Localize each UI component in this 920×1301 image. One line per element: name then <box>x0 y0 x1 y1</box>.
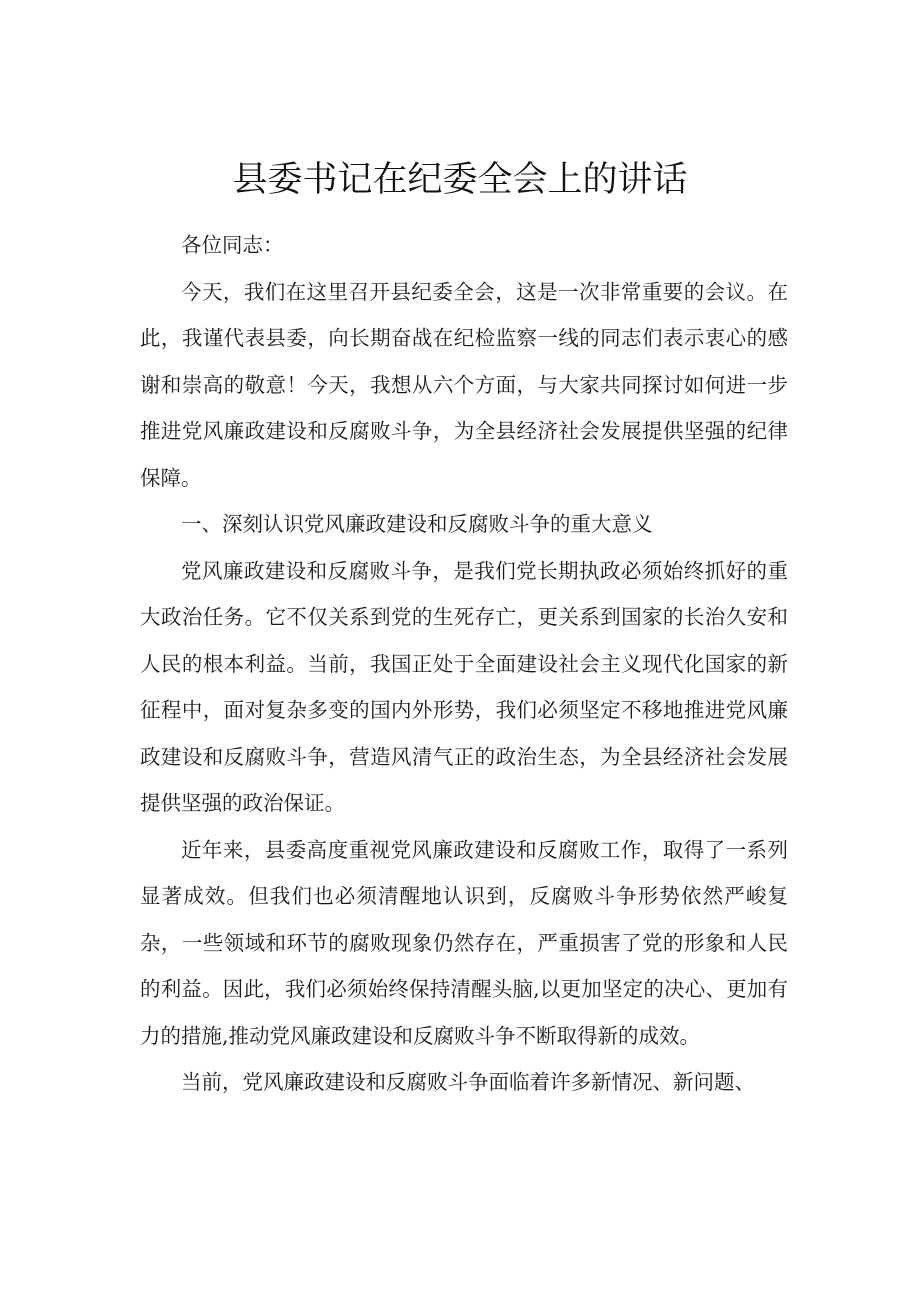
paragraph-current-situation: 当前，党风廉政建设和反腐败斗争面临着许多新情况、新问题、 <box>181 1070 755 1094</box>
paragraph-opening: 今天，我们在这里召开县纪委全会，这是一次非常重要的会议。在此，我谨代表县委，向长期奋战在纪检监察一线的同志们表示衷心的感谢和崇高的敬意！今天，我想从六个方面，与大家共同探讨如何进一步推进党风廉政建设和反腐败斗争，为全县经济社会发展提供坚强的纪律保障。 <box>140 279 788 490</box>
section-heading-1: 一、深刻认识党风廉政建设和反腐败斗争的重大意义 <box>181 512 653 536</box>
paragraph-achievements: 近年来，县委高度重视党风廉政建设和反腐败工作，取得了一系列显著成效。但我们也必须清醒地认识到，反腐败斗争形势依然严峻复杂，一些领域和环节的腐败现象仍然存在，严重损害了党的形象和人民的利益。因此，我们必须始终保持清醒头脑,以更加坚定的决心、更加有力的措施,推动党风廉政建设和反腐败斗争不断取得新的成效。 <box>140 837 788 1048</box>
document-title: 县委书记在纪委全会上的讲话 <box>232 160 688 200</box>
salutation: 各位同志： <box>181 233 284 257</box>
document-body <box>140 222 788 1106</box>
paragraph-significance: 党风廉政建设和反腐败斗争，是我们党长期执政必须始终抓好的重大政治任务。它不仅关系到党的生死存亡，更关系到国家的长治久安和人民的根本利益。当前，我国正处于全面建设社会主义现代化国家的新征程中，面对复杂多变的国内外形势，我们必须坚定不移地推进党风廉政建设和反腐败斗争，营造风清气正的政治生态，为全县经济社会发展提供坚强的政治保证。 <box>140 558 788 815</box>
